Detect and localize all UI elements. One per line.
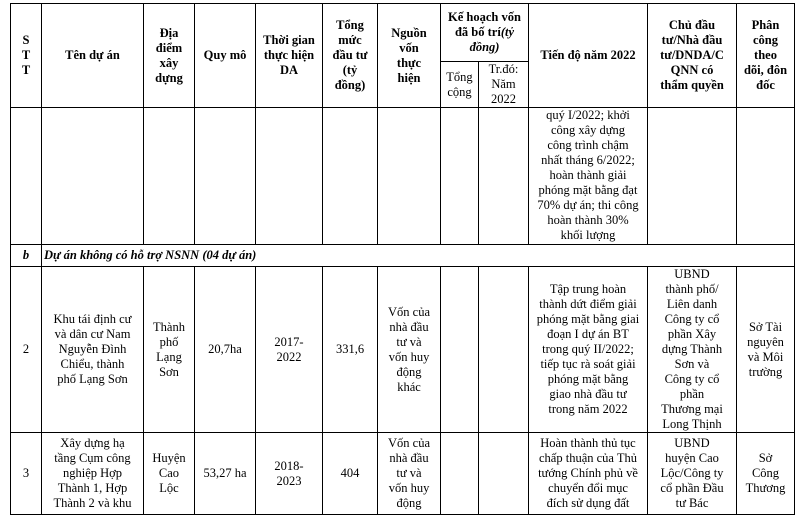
cell-assignment: Sở Công Thương	[737, 433, 795, 515]
col-project-name: Tên dự án	[42, 4, 144, 108]
col-owner: Chủ đầu tư/Nhà đầu tư/DNDA/C QNN có thẩm quyền	[648, 4, 737, 108]
cell-empty	[42, 108, 144, 245]
cell-empty	[479, 108, 529, 245]
section-title: Dự án không có hỗ trợ NSNN (04 dự án)	[42, 245, 795, 267]
cell-empty	[256, 108, 323, 245]
col-stt: S T T	[11, 4, 42, 108]
col-assignment: Phân công theo dõi, đôn đốc	[737, 4, 795, 108]
cell-progress: Tập trung hoàn thành dứt điểm giải phóng mặt bằng giai đoạn I dự án BT trong quý II/2022; tiếp tục rà soát giải phóng mặt bằng giao nhà đầu tư trong năm 2022	[529, 267, 648, 433]
cell-plan-2022	[479, 433, 529, 515]
col-plan-total: Tổng cộng	[441, 62, 479, 108]
cell-source: Vốn của nhà đầu tư và vốn huy động khác	[378, 267, 441, 433]
cell-stt: 3	[11, 433, 42, 515]
col-capital-plan	[441, 4, 529, 62]
cell-time: 2017- 2022	[256, 267, 323, 433]
col-total-investment: Tổng mức đầu tư (tỷ đồng)	[323, 4, 378, 108]
cell-progress: Hoàn thành thủ tục chấp thuận của Thủ tướng Chính phủ về chuyển đổi mục đích sử dụng đất	[529, 433, 648, 515]
cell-plan-total	[441, 267, 479, 433]
cell-total: 404	[323, 433, 378, 515]
cell-empty	[737, 108, 795, 245]
cell-project-name: Khu tái định cư và dân cư Nam Nguyễn Đình Chiểu, thành phố Lạng Sơn	[42, 267, 144, 433]
section-row	[11, 245, 795, 267]
cell-plan-2022	[479, 267, 529, 433]
cell-stt: 2	[11, 267, 42, 433]
cell-progress-continued: quý I/2022; khởi công xây dựng công trình chậm nhất tháng 6/2022; hoàn thành giải phóng mặt bằng đạt 70% dự án; thi công hoàn thành 30% khối lượng	[529, 108, 648, 245]
cell-scale: 53,27 ha	[195, 433, 256, 515]
cell-source: Vốn của nhà đầu tư và vốn huy động	[378, 433, 441, 515]
cell-owner: UBND thành phố/ Liên danh Công ty cổ phần Xây dựng Thành Sơn và Công ty cổ phần Thương mại Long Thịnh	[648, 267, 737, 433]
project-table	[10, 3, 795, 515]
table-row	[11, 267, 795, 433]
cell-empty	[195, 108, 256, 245]
table-row	[11, 433, 795, 515]
cell-scale: 20,7ha	[195, 267, 256, 433]
cell-empty	[441, 108, 479, 245]
cell-project-name: Xây dựng hạ tầng Cụm công nghiệp Hợp Thành 1, Hợp Thành 2 và khu	[42, 433, 144, 515]
header-row-1	[11, 4, 795, 62]
col-scale: Quy mô	[195, 4, 256, 108]
cell-assignment: Sở Tài nguyên và Môi trường	[737, 267, 795, 433]
col-progress: Tiến độ năm 2022	[529, 4, 648, 108]
cell-empty	[323, 108, 378, 245]
col-time: Thời gian thực hiện DA	[256, 4, 323, 108]
cell-empty	[378, 108, 441, 245]
cell-empty	[648, 108, 737, 245]
section-label: b	[11, 245, 42, 267]
cell-location: Thành phố Lạng Sơn	[144, 267, 195, 433]
cell-plan-total	[441, 433, 479, 515]
cell-owner: UBND huyện Cao Lộc/Công ty cổ phần Đầu tư Bác	[648, 433, 737, 515]
cell-empty	[11, 108, 42, 245]
capital-plan-label: Kế hoạch vốn đã bố trí	[448, 10, 521, 39]
col-funding-source: Nguồn vốn thực hiện	[378, 4, 441, 108]
capital-plan-unit: (tỷ đồng)	[469, 25, 515, 54]
continued-row	[11, 108, 795, 245]
col-location: Địa điểm xây dựng	[144, 4, 195, 108]
cell-time: 2018- 2023	[256, 433, 323, 515]
cell-location: Huyện Cao Lộc	[144, 433, 195, 515]
cell-empty	[144, 108, 195, 245]
col-plan-2022: Tr.đó: Năm 2022	[479, 62, 529, 108]
cell-total: 331,6	[323, 267, 378, 433]
